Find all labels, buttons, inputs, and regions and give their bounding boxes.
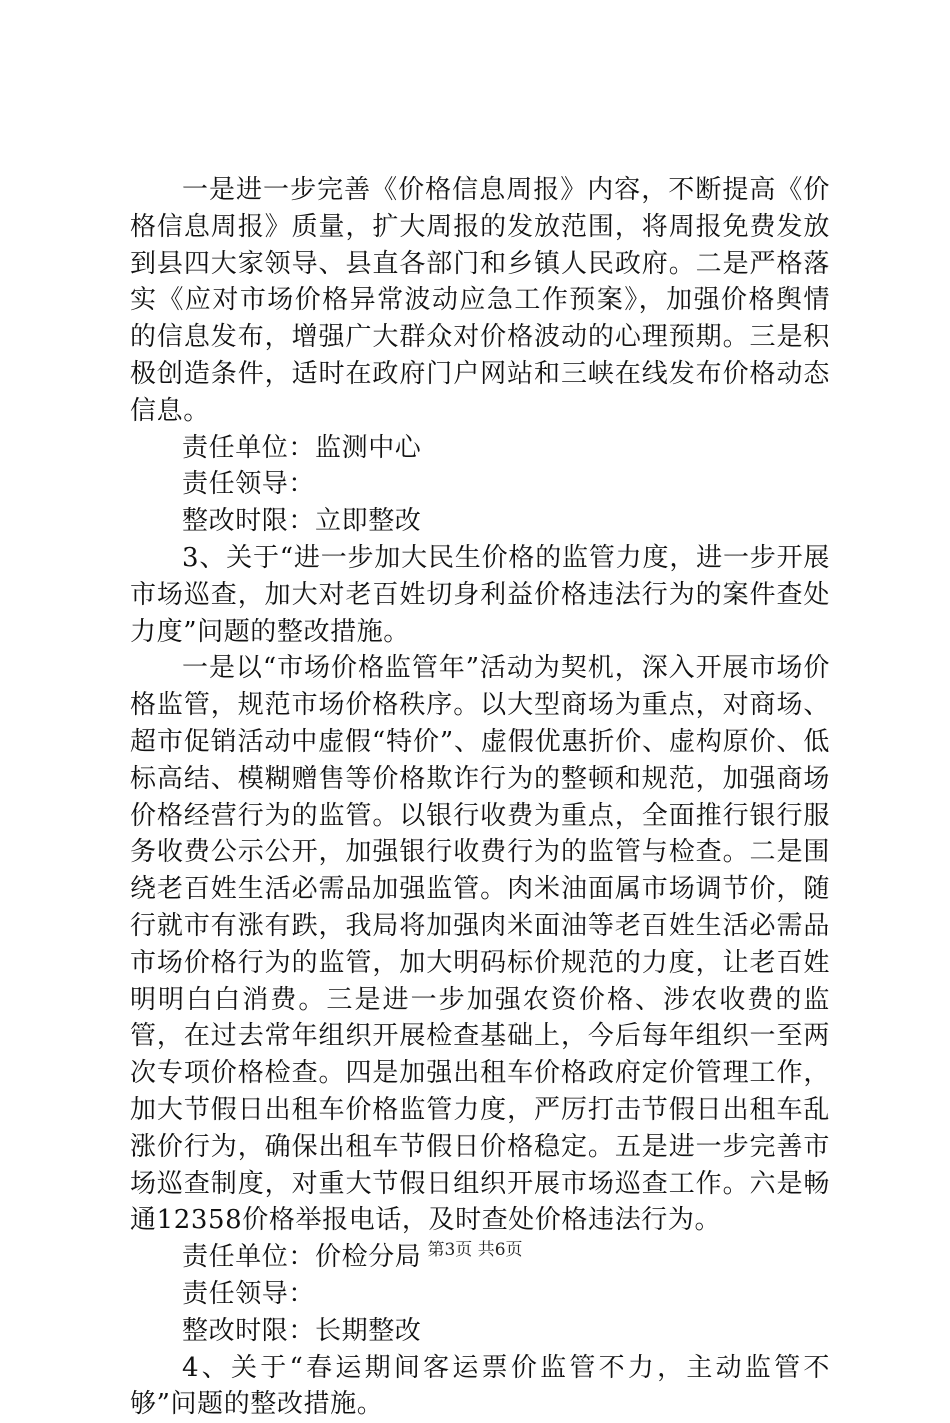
paragraph-item-4-heading: 4、关于“春运期间客运票价监管不力，主动监管不够”问题的整改措施。 [130,1350,830,1423]
paragraph-measures-info: 一是进一步完善《价格信息周报》内容，不断提高《价格信息周报》质量，扩大周报的发放范围，将周报免费发放到县四大家领导、县直各部门和乡镇人民政府。二是严格落实《应对市场价格异常波动应急工作预案》，加强价格舆情的信息发布，增强广大群众对价格波动的心理预期。三是积极创造条件，适时在政府门户网站和三峡在线发布价格动态信息。 [130,172,830,430]
paragraph-responsible-leader: 责任领导： [130,1276,830,1313]
paragraph-item-3-heading: 3、关于“进一步加大民生价格的监管力度，进一步开展市场巡查，加大对老百姓切身利益价格违法行为的案件查处力度”问题的整改措施。 [130,540,830,650]
document-body [130,172,830,1423]
paragraph-deadline: 整改时限：长期整改 [130,1313,830,1350]
paragraph-responsible-leader: 责任领导： [130,466,830,503]
page-number-footer: 第3页 共6页 [0,1238,950,1262]
paragraph-responsible-unit: 责任单位：价检分局 [130,1239,830,1276]
paragraph-deadline: 整改时限：立即整改 [130,503,830,540]
paragraph-responsible-unit: 责任单位：监测中心 [130,430,830,467]
paragraph-measures-price-supervision: 一是以“市场价格监管年”活动为契机，深入开展市场价格监管，规范市场价格秩序。以大型商场为重点，对商场、超市促销活动中虚假“特价”、虚假优惠折价、虚构原价、低标高结、模糊赠售等价格欺诈行为的整顿和规范，加强商场价格经营行为的监管。以银行收费为重点，全面推行银行服务收费公示公开，加强银行收费行为的监管与检查。二是围绕老百姓生活必需品加强监管。肉米油面属市场调节价，随行就市有涨有跌，我局将加强肉米面油等老百姓生活必需品市场价格行为的监管，加大明码标价规范的力度，让老百姓明明白白消费。三是进一步加强农资价格、涉农收费的监管，在过去常年组织开展检查基础上，今后每年组织一至两次专项价格检查。四是加强出租车价格政府定价管理工作，加大节假日出租车价格监管力度，严厉打击节假日出租车乱涨价行为，确保出租车节假日价格稳定。五是进一步完善市场巡查制度，对重大节假日组织开展市场巡查工作。六是畅通12358价格举报电话，及时查处价格违法行为。 [130,650,830,1239]
